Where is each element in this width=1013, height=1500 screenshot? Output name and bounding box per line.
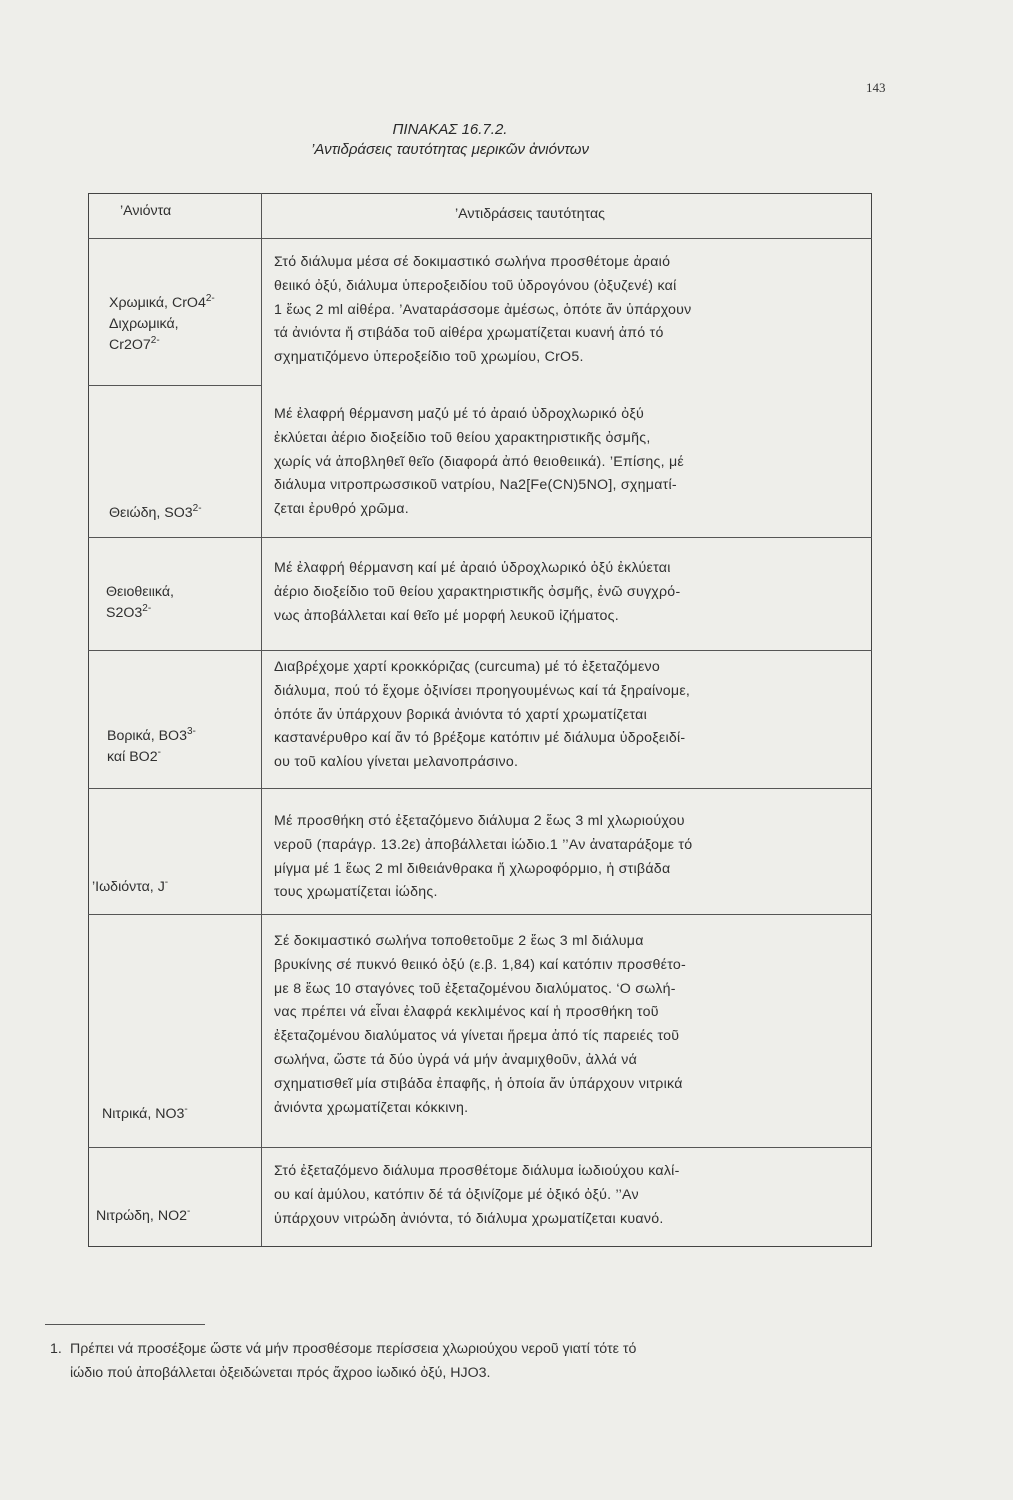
reaction-thiosulfates: Μέ ἐλαφρή θέρμανση καί μέ ἀραιό ὑδροχλωρικό ὀξύ ἐκλύεται ἀέριο διοξείδιο τοῦ θείου χαρακτηριστικῆς ὀσμῆς, ἐνῶ συγχρό- νως ἀποβάλλεται καί θεῖο μέ μορφή λευκοῦ ἰζήματος.	[274, 560, 681, 624]
anion-borates: Βορικά, $BO3^{3-}$ καί BO2-	[107, 726, 196, 765]
footnote-line-1: Πρέπει νά προσέξομε ὥστε νά μήν προσθέσομε περίσσεια χλωριούχου νεροῦ γιατί τότε τό	[70, 1341, 637, 1357]
anion-iodides: ’Ιωδιόντα, J-	[92, 877, 169, 895]
anion-sulfites: Θειώδη, $SO3^{2-}$	[109, 503, 202, 521]
footnote-rule	[45, 1324, 205, 1325]
anion-thiosulfates: Θειοθειικά, $S2O3^{2-}$	[106, 584, 174, 621]
footnote-number: 1.	[50, 1341, 62, 1357]
page-number: 143	[866, 80, 886, 95]
row-divider	[88, 385, 261, 386]
reaction-borates: Διαβρέχομε χαρτί κροκκόριζας (curcuma) μέ τό ἐξεταζόμενο διάλυμα, πού τό ἔχομε ὀξινίσει προηγουμένως καί τά ξηραίνομε, ὁπότε ἄν ὑπάρχουν βορικά ἀνιόντα τό χαρτί χρωματίζεται καστανέρυθρο καί ἄν τό βρέξομε κατόπιν μέ διάλυμα ὑδροξειδί- ου τοῦ καλίου γίνεται μελανοπράσινο.	[274, 659, 691, 771]
column-divider	[261, 193, 262, 1246]
anion-nitrates: Νιτρικά, NO3-	[102, 1104, 188, 1122]
reaction-chromates: Στό διάλυμα μέσα σέ δοκιμαστικό σωλήνα προσθέτομε ἀραιό θειικό ὀξύ, διάλυμα ὑπεροξειδίου τοῦ ὑδρογόνου (ὀξυζενέ) καί 1 ἕως 2 ml αἰθέρα. ’Αναταράσσομε ἀμέσως, ὁπότε ἄν ὑπάρχουν τά ἀνιόντα ἤ στιβάδα τοῦ αἰθέρα χρωματίζεται κυανή ἀπό τό σχηματιζόμενο ὑπεροξείδιο τοῦ χρωμίου, CrO5.	[274, 254, 692, 366]
row-divider	[88, 537, 872, 538]
reaction-iodides: Μέ προσθήκη στό ἐξεταζόμενο διάλυμα 2 ἕως 3 ml χλωριούχου νεροῦ (παράγρ. 13.2ε) ἀποβάλλεται ἰώδιο.1 ’’Αν ἀναταράξομε τό μίγμα μέ 1 ἕως 2 ml διθειάνθρακα ἤ χλωροφόρμιο, ἡ στιβάδα τους χρωματίζεται ἰώδης.	[274, 813, 693, 901]
header-reactions: ’Αντιδράσεις ταυτότητας	[455, 206, 605, 222]
row-divider	[88, 238, 872, 239]
anion-nitrites: Νιτρώδη, NO2-	[96, 1206, 191, 1224]
footnote-line-2: ἰώδιο πού ἀποβάλλεται ὀξειδώνεται πρός ἄχροο ἰωδικό ὀξύ, HJO3.	[70, 1365, 491, 1381]
row-divider	[88, 914, 872, 915]
row-divider	[88, 1147, 872, 1148]
reaction-sulfites: Μέ ἐλαφρή θέρμανση μαζύ μέ τό ἀραιό ὑδροχλωρικό ὀξύ ἐκλύεται ἀέριο διοξείδιο τοῦ θείου χαρακτηριστικῆς ὀσμῆς, χωρίς νά ἀποβληθεῖ θεῖο (διαφορά ἀπό θειοθειικά). ’Επίσης, μέ διάλυμα νιτροπρωσσικοῦ νατρίου, Na2[Fe(CN)5NO], σχηματί- ζεται ἐρυθρό χρῶμα.	[274, 406, 684, 518]
table-title: ΠΙΝΑΚΑΣ 16.7.2.	[392, 121, 508, 138]
row-divider	[88, 650, 872, 651]
table-caption	[200, 120, 700, 160]
row-divider	[88, 788, 872, 789]
reaction-nitrates: Σέ δοκιμαστικό σωλήνα τοποθετοῦμε 2 ἕως 3 ml διάλυμα βρυκίνης σέ πυκνό θειικό ὀξύ (ε.β. 1,84) καί κατόπιν προσθέτο- με 8 ἕως 10 σταγόνες τοῦ ἐξεταζομένου διαλύματος. ‘Ο σωλή- νας πρέπει νά εἶναι ἐλαφρά κεκλιμένος καί ἡ προσθήκη τοῦ ἐξεταζομένου διαλύματος νά γίνεται ἤρεμα ἀπό τίς παρειές τοῦ σωλήνα, ὥστε τά δύο ὑγρά νά μήν ἀναμιχθοῦν, ἀλλά νά σχηματισθεῖ μία στιβάδα ἐπαφῆς, ἡ ὁποία ἄν ὑπάρχουν νιτρικά ἀνιόντα χρωματίζεται κόκκινη.	[274, 933, 686, 1116]
reaction-nitrites: Στό ἐξεταζόμενο διάλυμα προσθέτομε διάλυμα ἰωδιούχου καλί- ου καί ἀμύλου, κατόπιν δέ τά ὀξινίζομε μέ ὀξικό ὀξύ. ’’Αν ὑπάρχουν νιτρώδη ἀνιόντα, τό διάλυμα χρωματίζεται κυανό.	[274, 1163, 680, 1227]
header-anions: ’Ανιόντα	[120, 203, 172, 219]
anion-chromates: Χρωμικά, $CrO4^{2-}$ Διχρωμικά, $Cr2O7^{2-}$	[109, 293, 215, 353]
table-subtitle: ’Αντιδράσεις ταυτότητας μερικῶν ἀνιόντων	[311, 141, 589, 158]
